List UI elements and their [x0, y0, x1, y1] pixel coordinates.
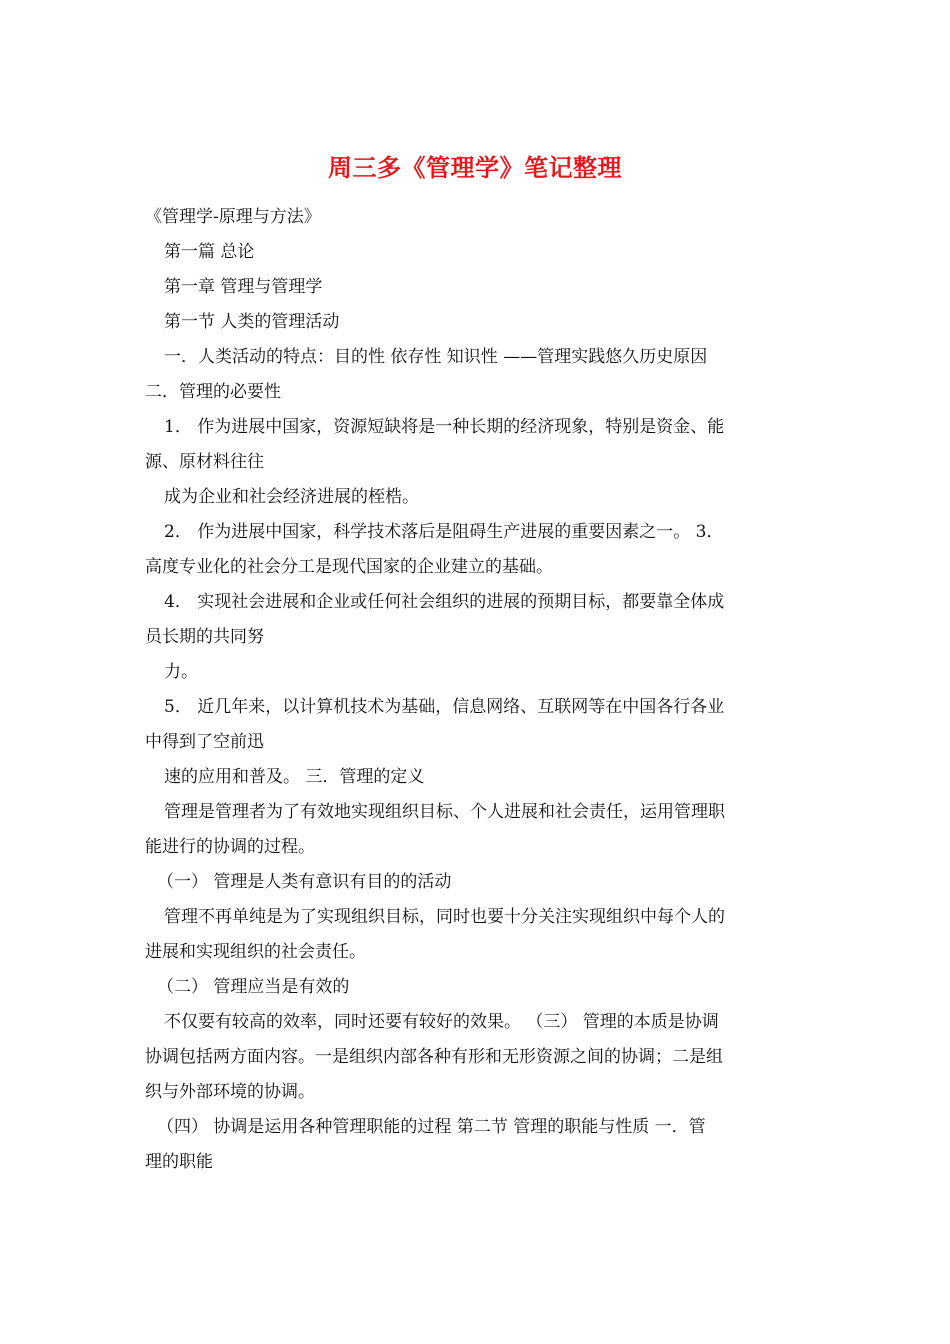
text-line: 协调包括两方面内容。一是组织内部各种有形和无形资源之间的协调；二是组 — [145, 1047, 723, 1067]
document-body — [145, 200, 810, 1180]
text-line: 进展和实现组织的社会责任。 — [145, 942, 366, 962]
text-line: （二） 管理应当是有效的 — [157, 977, 350, 997]
text-line: 源、原材料往往 — [145, 452, 264, 472]
text-line: 中得到了空前迅 — [145, 732, 264, 752]
text-line: 第一章 管理与管理学 — [164, 277, 323, 297]
text-line: 1． 作为进展中国家，资源短缺将是一种长期的经济现象，特别是资金、能 — [164, 417, 725, 437]
text-line: 管理不再单纯是为了实现组织目标，同时也要十分关注实现组织中每个人的 — [164, 907, 725, 927]
text-line: 2． 作为进展中国家，科学技术落后是阻碍生产进展的重要因素之一。 3． — [164, 522, 724, 542]
text-line: 5． 近几年来，以计算机技术为基础，信息网络、互联网等在中国各行各业 — [164, 697, 725, 717]
text-line: 织与外部环境的协调。 — [145, 1082, 315, 1102]
text-line: 高度专业化的社会分工是现代国家的企业建立的基础。 — [145, 557, 553, 577]
text-line: （一） 管理是人类有意识有目的的活动 — [157, 872, 452, 892]
text-line: 管理是管理者为了有效地实现组织目标、个人进展和社会责任，运用管理职 — [164, 802, 725, 822]
text-line: 理的职能 — [145, 1152, 213, 1172]
text-line: 力。 — [164, 662, 198, 682]
text-line: 《管理学-原理与方法》 — [145, 207, 321, 227]
text-line: （四） 协调是运用各种管理职能的过程 第二节 管理的职能与性质 一．管 — [157, 1117, 706, 1137]
text-line: 不仅要有较高的效率，同时还要有较好的效果。 （三） 管理的本质是协调 — [164, 1012, 719, 1032]
document-title: 周三多《管理学》笔记整理 — [328, 153, 622, 182]
text-line: 4． 实现社会进展和企业或任何社会组织的进展的预期目标，都要靠全体成 — [164, 592, 725, 612]
text-line: 能进行的协调的过程。 — [145, 837, 315, 857]
text-line: 一．人类活动的特点：目的性 依存性 知识性 ——管理实践悠久历史原因 — [164, 347, 708, 367]
text-line: 速的应用和普及。 三．管理的定义 — [164, 767, 425, 787]
text-line: 员长期的共同努 — [145, 627, 264, 647]
text-line: 第一节 人类的管理活动 — [164, 312, 340, 332]
text-line: 成为企业和社会经济进展的桎梏。 — [164, 487, 419, 507]
text-line: 第一篇 总论 — [164, 242, 255, 262]
text-line: 二．管理的必要性 — [145, 382, 281, 402]
